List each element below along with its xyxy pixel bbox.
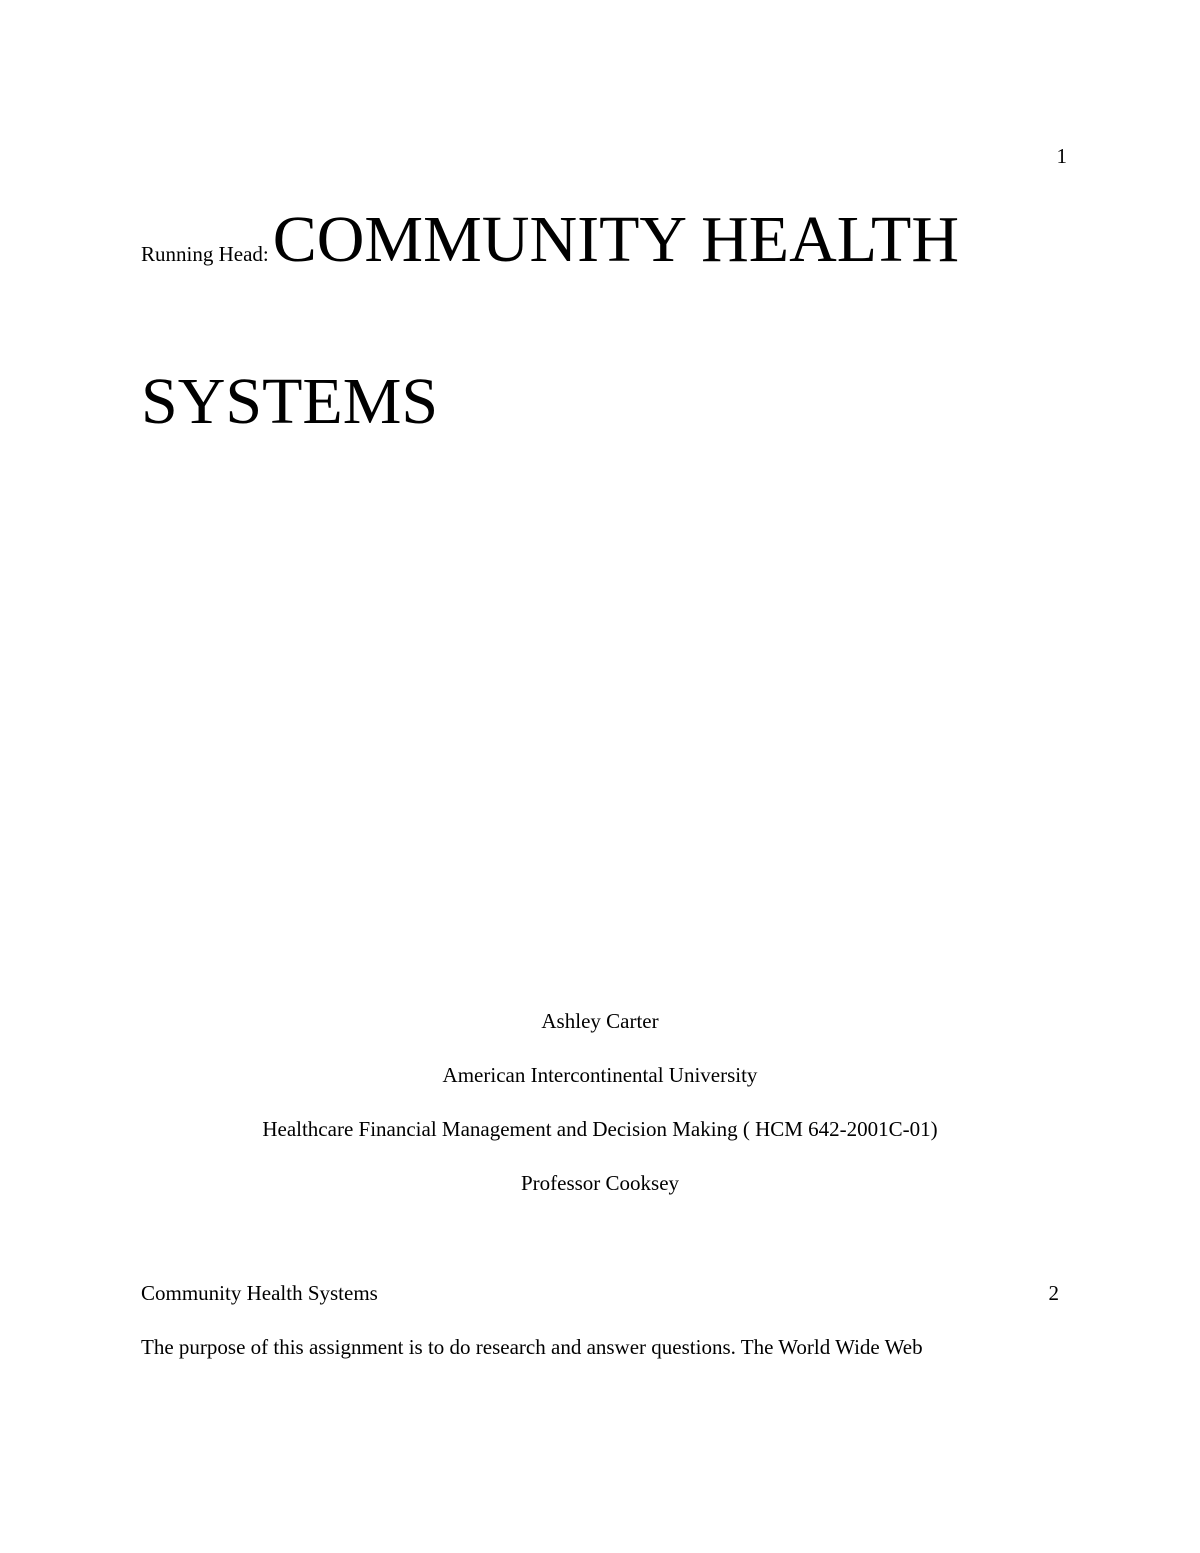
institution-name: American Intercontinental University	[442, 1063, 758, 1087]
title-line-2: SYSTEMS	[141, 365, 439, 438]
author-name: Ashley Carter	[541, 1009, 659, 1033]
title-line-1: COMMUNITY HEALTH	[272, 203, 959, 276]
page-number: 1	[1056, 144, 1067, 168]
page-2-running-title: Community Health Systems	[141, 1281, 378, 1305]
title-page-info	[0, 1006, 1200, 1222]
body-paragraph: The purpose of this assignment is to do research and answer questions. The World Wide Web	[141, 1335, 923, 1359]
running-head	[141, 200, 1081, 280]
course-name: Healthcare Financial Management and Decision Making ( HCM 642-2001C-01)	[262, 1117, 938, 1141]
running-head-label: Running Head:	[141, 242, 269, 266]
professor-name: Professor Cooksey	[520, 1171, 680, 1195]
page-2-number: 2	[1048, 1281, 1059, 1305]
